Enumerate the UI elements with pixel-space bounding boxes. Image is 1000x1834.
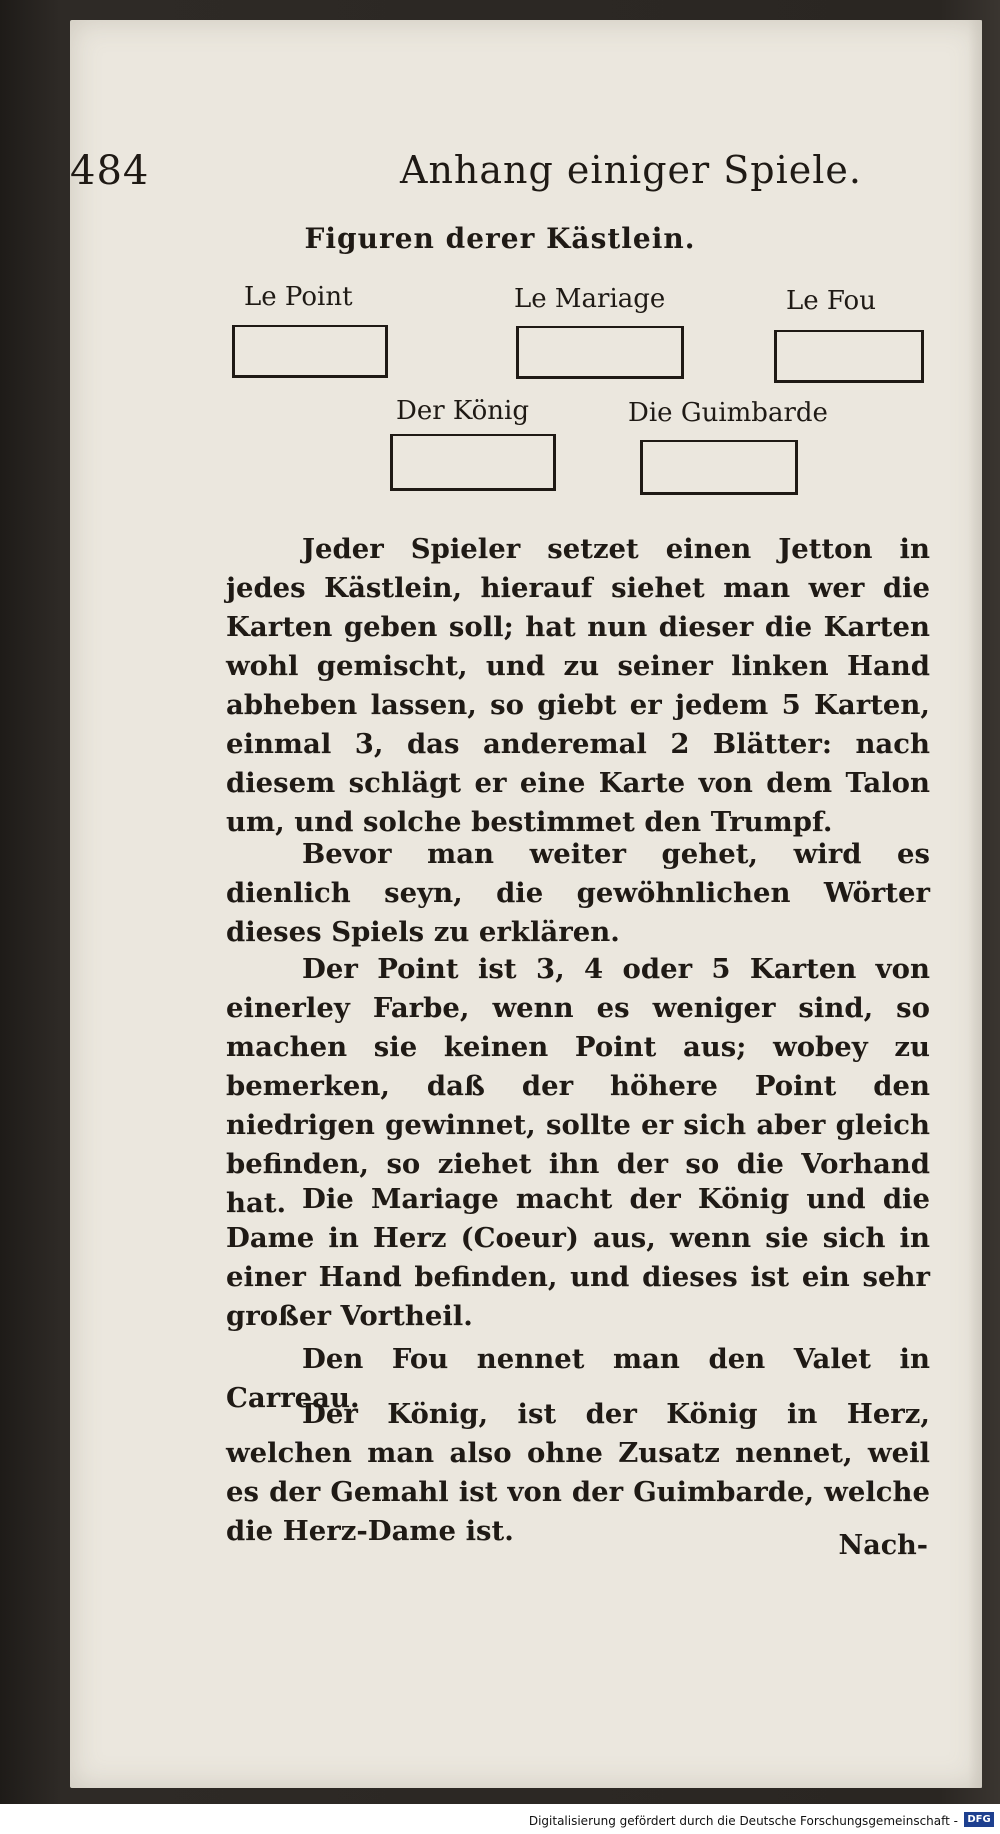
paragraph-2: Bevor man weiter gehet, wird es dienlich seyn, die gewöhnlichen Wörter dieses Spiels zu erklären. [226,838,930,948]
paragraph-6: Der König, ist der König in Herz, welchen man also ohne Zusatz nennet, weil es der Gemahl ist von der Guimbarde, welche die Herz-Dame ist. [226,1398,930,1547]
footer-bar [0,1804,1000,1834]
paragraph-3: Der Point ist 3, 4 oder 5 Karten von einerley Farbe, wenn es weniger sind, so machen sie keinen Point aus; wobey zu bemerken, daß der höhere Point den niedrigen gewinnet, sollte er sich aber gleich befinden, so ziehet ihn der so die Vorhand hat. [226,953,930,1219]
figure-label-fou: Le Fou [786,286,876,316]
figure-box-fou [774,330,924,383]
page-number: 484 [70,148,150,194]
figure-box-guimbarde [640,440,798,495]
paragraph-5: Den Fou nennet man den Valet in Carreau. [226,1343,930,1414]
figure-box-point [232,325,388,378]
catchword: Nach- [838,1530,928,1561]
figures-title: Figuren derer Kästlein. [304,222,696,255]
figure-label-mariage: Le Mariage [514,284,666,314]
figure-box-koenig [390,434,556,491]
running-title: Anhang einiger Spiele. [400,148,862,192]
figure-label-guimbarde: Die Guimbarde [628,398,828,428]
dfg-logo-icon: DFG [964,1812,994,1827]
paragraph-4: Die Mariage macht der König und die Dame in Herz (Coeur) aus, wenn sie sich in einer Hand befinden, und dieses ist ein sehr großer Vortheil. [226,1183,930,1332]
figure-label-point: Le Point [244,282,353,312]
paragraph-1: Jeder Spieler setzet einen Jetton in jedes Kästlein, hierauf siehet man wer die Karten geben soll; hat nun dieser die Karten wohl gemischt, und zu seiner linken Hand abheben lassen, so giebt er jedem 5 Karten, einmal 3, das anderemal 2 Blätter: nach diesem schlägt er eine Karte von dem Talon um, und solche bestimmet den Trumpf. [226,533,930,838]
figure-label-koenig: Der König [396,396,530,426]
footer-credit: Digitalisierung gefördert durch die Deutsche Forschungsgemeinschaft - [528,1814,958,1828]
figure-box-mariage [516,326,684,379]
